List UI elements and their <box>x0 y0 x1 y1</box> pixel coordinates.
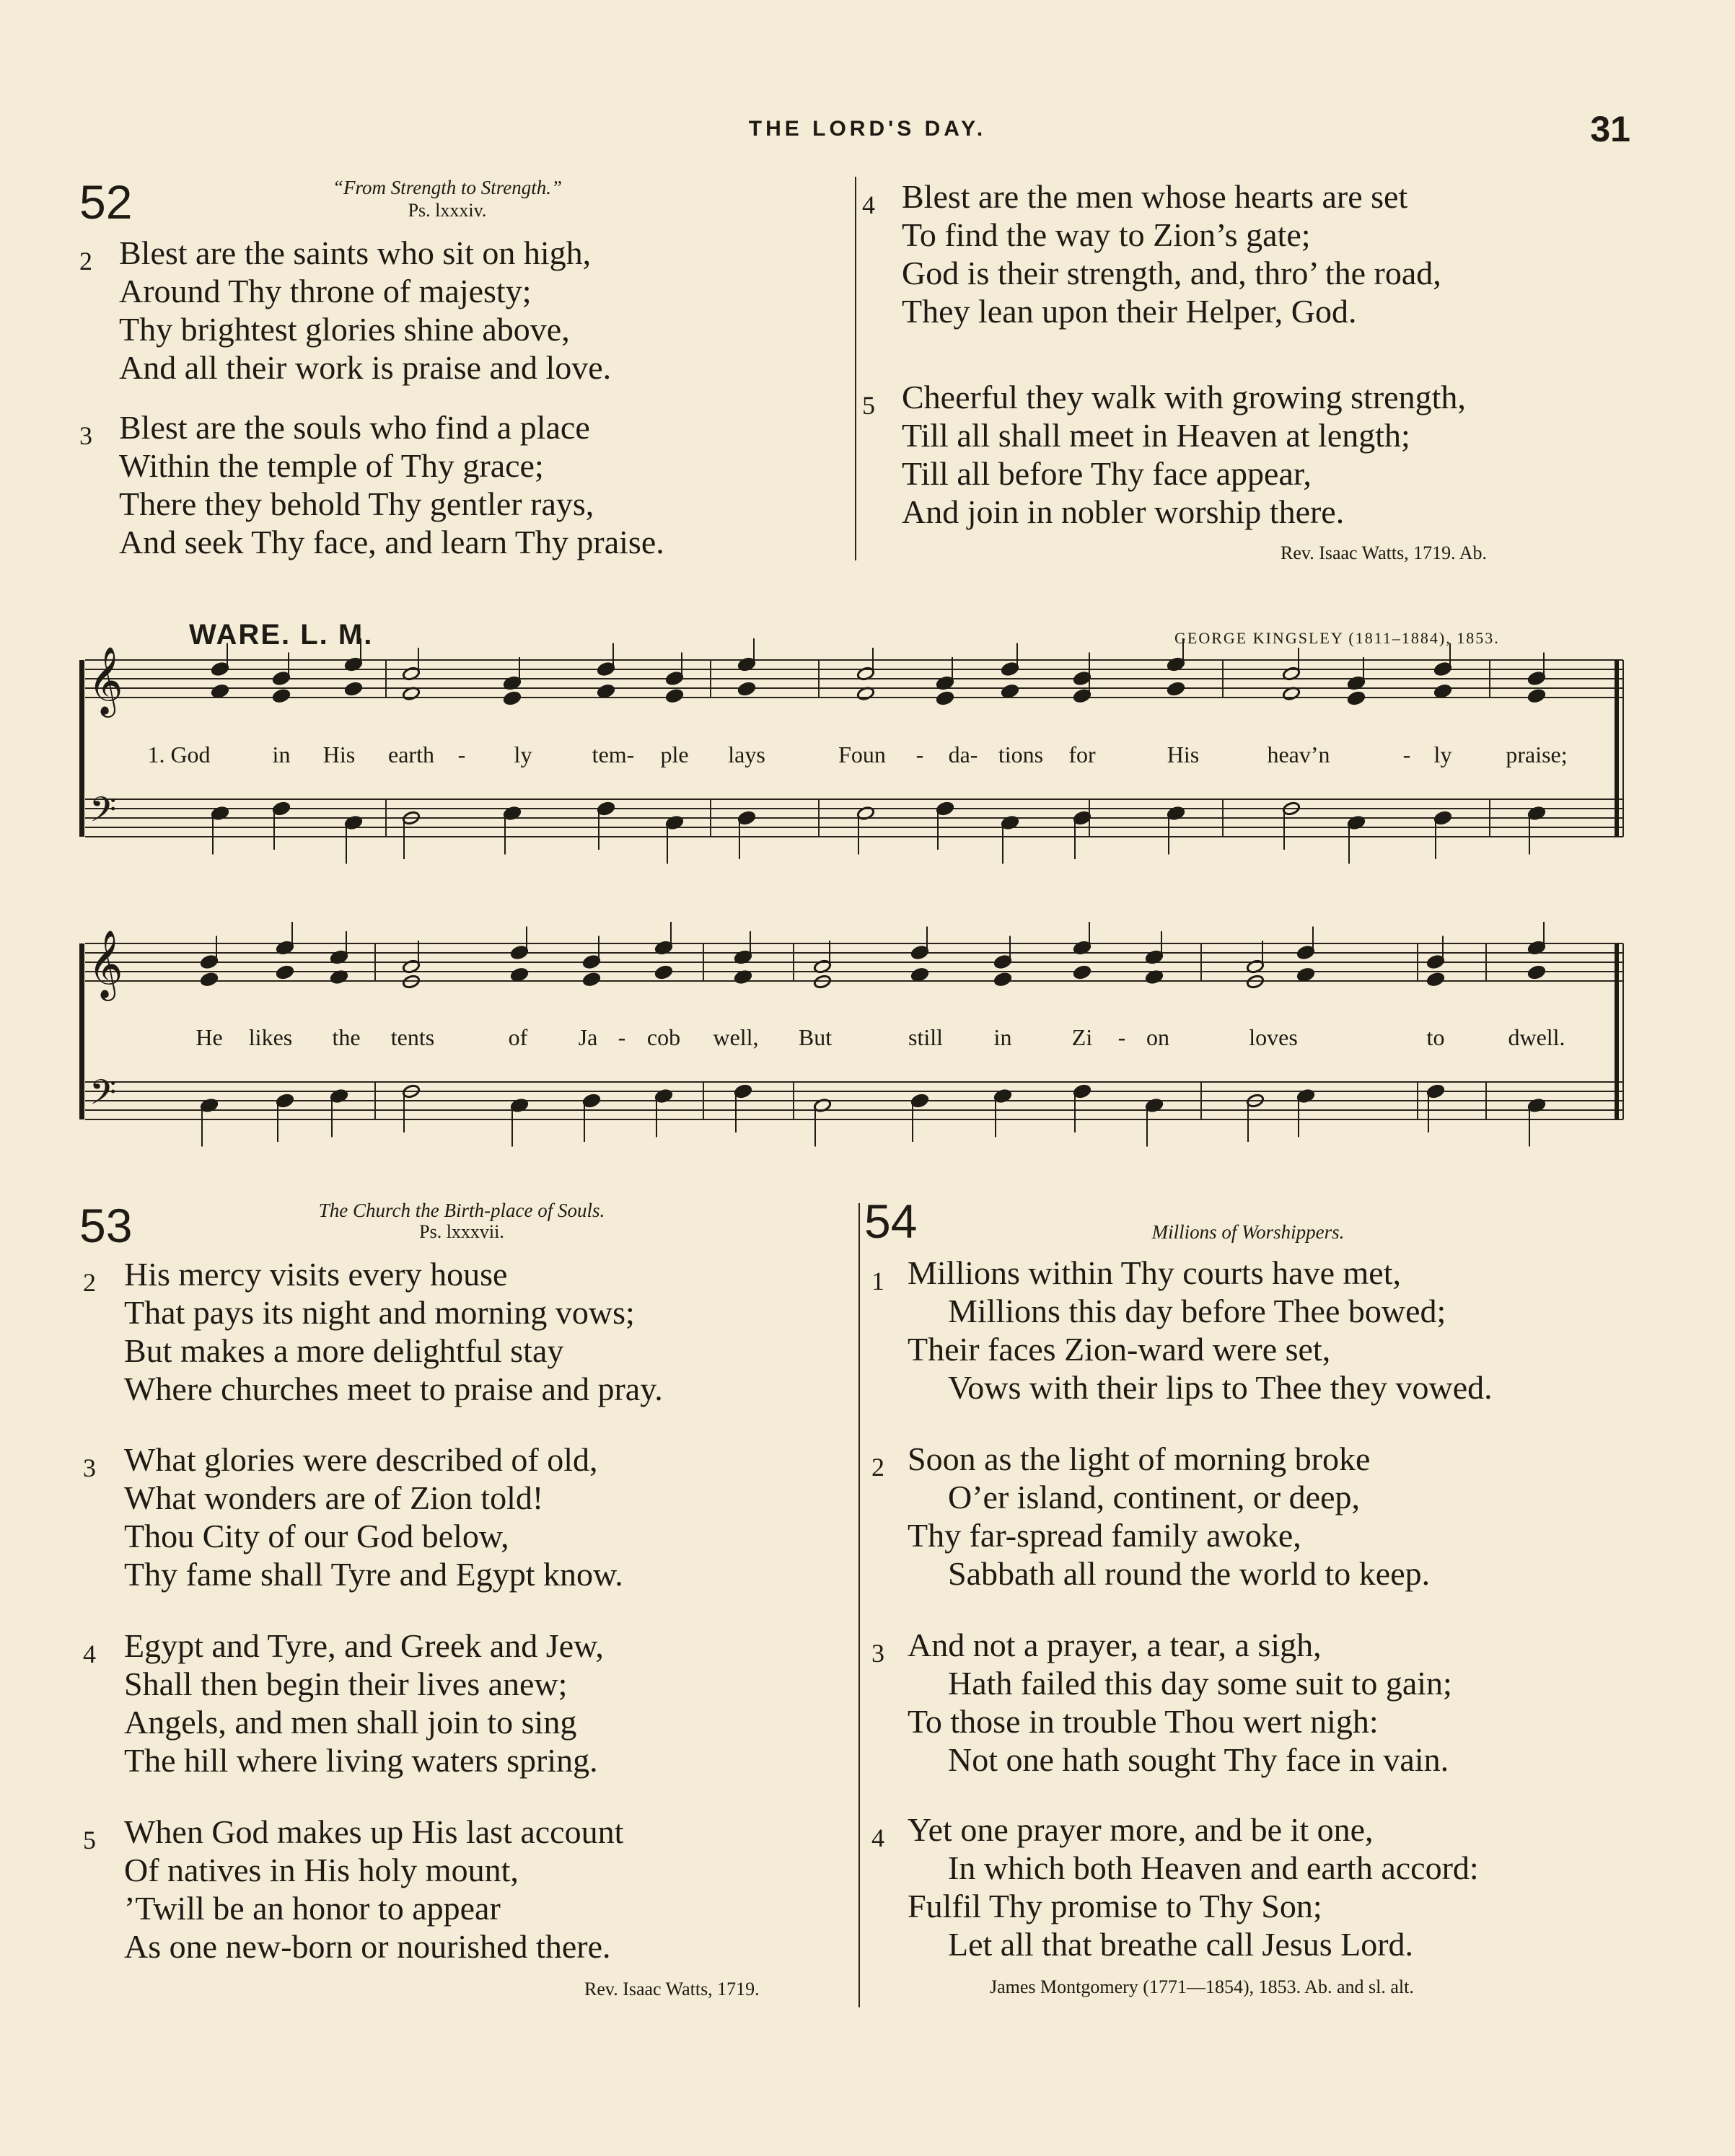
stanza-number: 3 <box>79 421 92 450</box>
stanza-number: 2 <box>871 1453 884 1482</box>
note-head <box>993 954 1011 969</box>
stanza-line: And join in nobler worship there. <box>902 493 1345 530</box>
note-head <box>1426 954 1444 969</box>
stanza-line: Blest are the saints who sit on high, <box>119 234 592 271</box>
stanza-line: Sabbath all round the world to keep. <box>948 1555 1431 1592</box>
stanza-line: Let all that breathe call Jesus Lord. <box>948 1926 1414 1963</box>
note-head <box>582 1094 600 1109</box>
stanza-line: Blest are the men whose hearts are set <box>902 178 1408 215</box>
lyric-syllable: the <box>332 1024 361 1050</box>
note-head <box>1073 1084 1091 1099</box>
note-head <box>510 967 528 982</box>
hymn-54-stanza-4 <box>871 1810 1479 1963</box>
note-head <box>211 684 229 699</box>
stanza-line: Their faces Zion-ward were set, <box>908 1331 1331 1368</box>
note-head <box>1426 1084 1444 1099</box>
stanza-line: Thou City of our God below, <box>124 1518 509 1554</box>
bass-clef-icon: 𝄢 <box>89 1072 117 1121</box>
hymn-53-title: The Church the Birth-place of Souls. <box>318 1200 605 1221</box>
lyric-syllable: - <box>1402 742 1411 767</box>
note-head <box>1527 671 1545 686</box>
lyric-syllable: lays <box>728 742 765 767</box>
note-head <box>737 682 755 697</box>
stanza-number: 4 <box>871 1823 884 1852</box>
note-head <box>1001 661 1019 677</box>
note-head <box>654 965 672 980</box>
hymn-53-stanza-3 <box>83 1440 623 1593</box>
lyric-syllable: tions <box>998 742 1044 767</box>
stanza-number: 3 <box>83 1453 96 1482</box>
note-head <box>1073 671 1091 686</box>
lyric-syllable: in <box>272 742 291 767</box>
stanza-line: God is their strength, and, thro’ the road, <box>902 255 1441 291</box>
lyric-syllable: ple <box>660 742 689 767</box>
stanza-number: 4 <box>83 1640 96 1668</box>
stanza-line: They lean upon their Helper, God. <box>902 293 1357 330</box>
lyric-syllable: praise; <box>1506 742 1568 767</box>
note-head <box>582 972 600 987</box>
stanza-line: Hath failed this day some suit to gain; <box>948 1665 1452 1702</box>
hymn-52-credit: Rev. Isaac Watts, 1719. Ab. <box>1281 542 1488 563</box>
stanza-line: Thy far-spread family awoke, <box>908 1517 1301 1554</box>
note-head <box>272 671 290 686</box>
stanza-line: Egypt and Tyre, and Greek and Jew, <box>124 1627 604 1664</box>
stanza-line: His mercy visits every house <box>124 1256 508 1293</box>
stanza-line: And seek Thy face, and learn Thy praise. <box>119 524 664 560</box>
stanza-line: Within the temple of Thy grace; <box>119 447 544 484</box>
system-bracket <box>79 943 84 1119</box>
stanza-line: Till all shall meet in Heaven at length; <box>902 417 1410 454</box>
note-head <box>1001 684 1019 699</box>
stanza-number: 1 <box>871 1267 884 1295</box>
page-number: 31 <box>1590 109 1630 149</box>
lyric-syllable: da- <box>948 742 978 767</box>
lyric-syllable: He <box>196 1024 223 1050</box>
note-head <box>1433 811 1451 826</box>
note-head <box>582 954 600 969</box>
lyric-syllable: - <box>915 742 924 767</box>
note-head <box>910 1094 928 1109</box>
lyric-syllable: for <box>1068 742 1096 767</box>
stanza-line: In which both Heaven and earth accord: <box>948 1849 1479 1886</box>
note-head <box>936 691 954 706</box>
note-head <box>665 671 683 686</box>
stanza-line: Where churches meet to praise and pray. <box>124 1370 663 1407</box>
stanza-line: And not a prayer, a tear, a sigh, <box>908 1627 1322 1663</box>
hymn-54-number: 54 <box>864 1194 918 1248</box>
lyric-syllable: dwell. <box>1508 1024 1565 1050</box>
note-head <box>510 945 528 960</box>
lyric-syllable: - <box>618 1024 626 1050</box>
stanza-line: Not one hath sought Thy face in vain. <box>948 1741 1449 1778</box>
note-head <box>211 661 229 677</box>
stanza-line: When God makes up His last account <box>124 1813 624 1850</box>
stanza-number: 4 <box>862 190 875 219</box>
stanza-line: As one new-born or nourished there. <box>124 1928 611 1965</box>
note-head <box>1347 691 1365 706</box>
stanza-line: But makes a more delightful stay <box>124 1332 564 1369</box>
stanza-line: The hill where living waters spring. <box>124 1742 598 1779</box>
note-head <box>665 688 683 703</box>
stanza-line: Till all before Thy face appear, <box>902 455 1312 492</box>
hymn-52-title: “From Strength to Strength.” <box>332 177 562 198</box>
note-head <box>276 1094 294 1109</box>
stanza-line: O’er island, continent, or deep, <box>948 1479 1360 1515</box>
stanza-line: ’Twill be an honor to appear <box>124 1890 501 1927</box>
stanza-line: Vows with their lips to Thee they vowed. <box>948 1369 1493 1406</box>
lyric-syllable: Zi <box>1071 1024 1093 1050</box>
lyric-syllable: Foun <box>838 742 886 767</box>
stanza-number: 2 <box>79 247 92 276</box>
note-head <box>1527 965 1545 980</box>
hymn-53-stanza-2 <box>83 1255 663 1408</box>
note-head <box>734 1084 752 1099</box>
hymn-54-title: Millions of Worshippers. <box>1151 1221 1345 1243</box>
lyric-syllable: tents <box>390 1024 435 1050</box>
running-head: THE LORD'S DAY. <box>748 117 987 141</box>
hymn-53-number: 53 <box>79 1199 133 1252</box>
tune-name: WARE. L. M. <box>189 619 374 651</box>
stanza-number: 5 <box>862 391 875 420</box>
hymn-54-credit: James Montgomery (1771—1854), 1853. Ab. and sl. alt. <box>990 1976 1414 1997</box>
stanza-number: 2 <box>83 1268 96 1297</box>
stanza-line: Cheerful they walk with growing strength, <box>902 379 1466 415</box>
note-head <box>1073 965 1091 980</box>
stanza-line: Millions this day before Thee bowed; <box>948 1293 1446 1329</box>
note-head <box>276 965 294 980</box>
stanza-line: Thy brightest glories shine above, <box>119 311 570 348</box>
tune-composer: GEORGE KINGSLEY (1811–1884), 1853. <box>1174 629 1500 647</box>
stanza-line: Of natives in His holy mount, <box>124 1852 519 1888</box>
hymn-52-number: 52 <box>79 175 133 229</box>
lyric-syllable: still <box>908 1024 944 1050</box>
stanza-line: What wonders are of Zion told! <box>124 1479 544 1516</box>
hymn-53-reference: Ps. lxxxvii. <box>419 1221 504 1242</box>
stanza-line: Millions within Thy courts have met, <box>908 1254 1401 1291</box>
hymn-54-stanza-3 <box>871 1626 1452 1779</box>
stanza-number: 3 <box>871 1639 884 1668</box>
lyric-syllable: cob <box>646 1024 681 1050</box>
hymn-54-stanza-1 <box>871 1254 1493 1407</box>
final-barline-thick <box>1615 660 1619 837</box>
note-head <box>1296 967 1314 982</box>
note-head <box>1073 688 1091 703</box>
treble-clef-icon: 𝄞 <box>88 646 123 715</box>
hymn-54-stanza-2 <box>871 1440 1431 1593</box>
lyric-syllable: - <box>457 742 466 767</box>
final-barline-thick <box>1615 943 1619 1119</box>
stanza-line: To those in trouble Thou wert nigh: <box>908 1703 1379 1740</box>
lyric-syllable: ly <box>514 742 532 767</box>
note-head <box>1433 661 1451 677</box>
stanza-line: Shall then begin their lives anew; <box>124 1666 568 1702</box>
hymn-53-stanza-4 <box>83 1627 604 1779</box>
note-head <box>910 967 928 982</box>
stanza-line: And all their work is praise and love. <box>119 349 612 386</box>
treble-clef-icon: 𝄞 <box>88 930 123 998</box>
note-head <box>1433 684 1451 699</box>
note-head <box>737 811 755 826</box>
stanza-line: There they behold Thy gentler rays, <box>119 485 594 522</box>
stanza-line: To find the way to Zion’s gate; <box>902 216 1311 253</box>
stanza-line: Thy fame shall Tyre and Egypt know. <box>124 1556 623 1593</box>
stanza-line: Soon as the light of morning broke <box>908 1440 1371 1477</box>
lyric-syllable: loves <box>1249 1024 1298 1050</box>
note-head <box>272 801 290 817</box>
hymn-52-reference: Ps. lxxxiv. <box>408 200 487 221</box>
note-head <box>1426 972 1444 987</box>
note-head <box>597 661 615 677</box>
system-bracket <box>79 660 84 837</box>
bass-clef-icon: 𝄢 <box>89 789 117 838</box>
stanza-line: What glories were described of old, <box>124 1441 598 1478</box>
note-head <box>1527 688 1545 703</box>
note-head <box>1296 945 1314 960</box>
column-divider <box>858 1203 860 2007</box>
lyric-syllable: heav’n <box>1267 742 1330 767</box>
note-head <box>936 801 954 817</box>
note-head <box>200 954 218 969</box>
stanza-line: Yet one prayer more, and be it one, <box>908 1811 1374 1848</box>
lyric-syllable: - <box>1117 1024 1126 1050</box>
note-head <box>597 801 615 817</box>
stanza-line: Around Thy throne of majesty; <box>119 273 532 309</box>
note-head <box>910 945 928 960</box>
stanza-line: That pays its night and morning vows; <box>124 1294 635 1331</box>
lyric-syllable: ly <box>1433 742 1452 767</box>
lyric-syllable: tem- <box>592 742 635 767</box>
lyric-syllable: in <box>993 1024 1012 1050</box>
stanza-line: Angels, and men shall join to sing <box>124 1704 577 1741</box>
note-head <box>597 684 615 699</box>
note-head <box>344 682 362 697</box>
note-head <box>200 972 218 987</box>
lyric-syllable: 1. God <box>147 742 211 767</box>
note-head <box>272 688 290 703</box>
lyric-syllable: of <box>508 1024 528 1050</box>
lyric-syllable: on <box>1146 1024 1169 1050</box>
lyric-syllable: well, <box>713 1024 759 1050</box>
stanza-line: Fulfil Thy promise to Thy Son; <box>908 1888 1322 1924</box>
lyric-syllable: likes <box>248 1024 293 1050</box>
note-head <box>503 691 521 706</box>
stanza-number: 5 <box>83 1826 96 1854</box>
lyric-syllable: His <box>322 742 356 767</box>
hymn-53-credit: Rev. Isaac Watts, 1719. <box>584 1979 760 1999</box>
lyric-syllable: Ja <box>578 1024 598 1050</box>
lyric-syllable: earth <box>388 742 434 767</box>
lyric-syllable: But <box>798 1024 833 1050</box>
lyric-syllable: to <box>1426 1024 1445 1050</box>
note-head <box>993 972 1011 987</box>
note-head <box>1167 682 1185 697</box>
lyric-syllable: His <box>1167 742 1200 767</box>
note-head <box>1073 811 1091 826</box>
stanza-line: Blest are the souls who find a place <box>119 409 590 446</box>
hymn-53-stanza-5 <box>83 1813 624 1966</box>
